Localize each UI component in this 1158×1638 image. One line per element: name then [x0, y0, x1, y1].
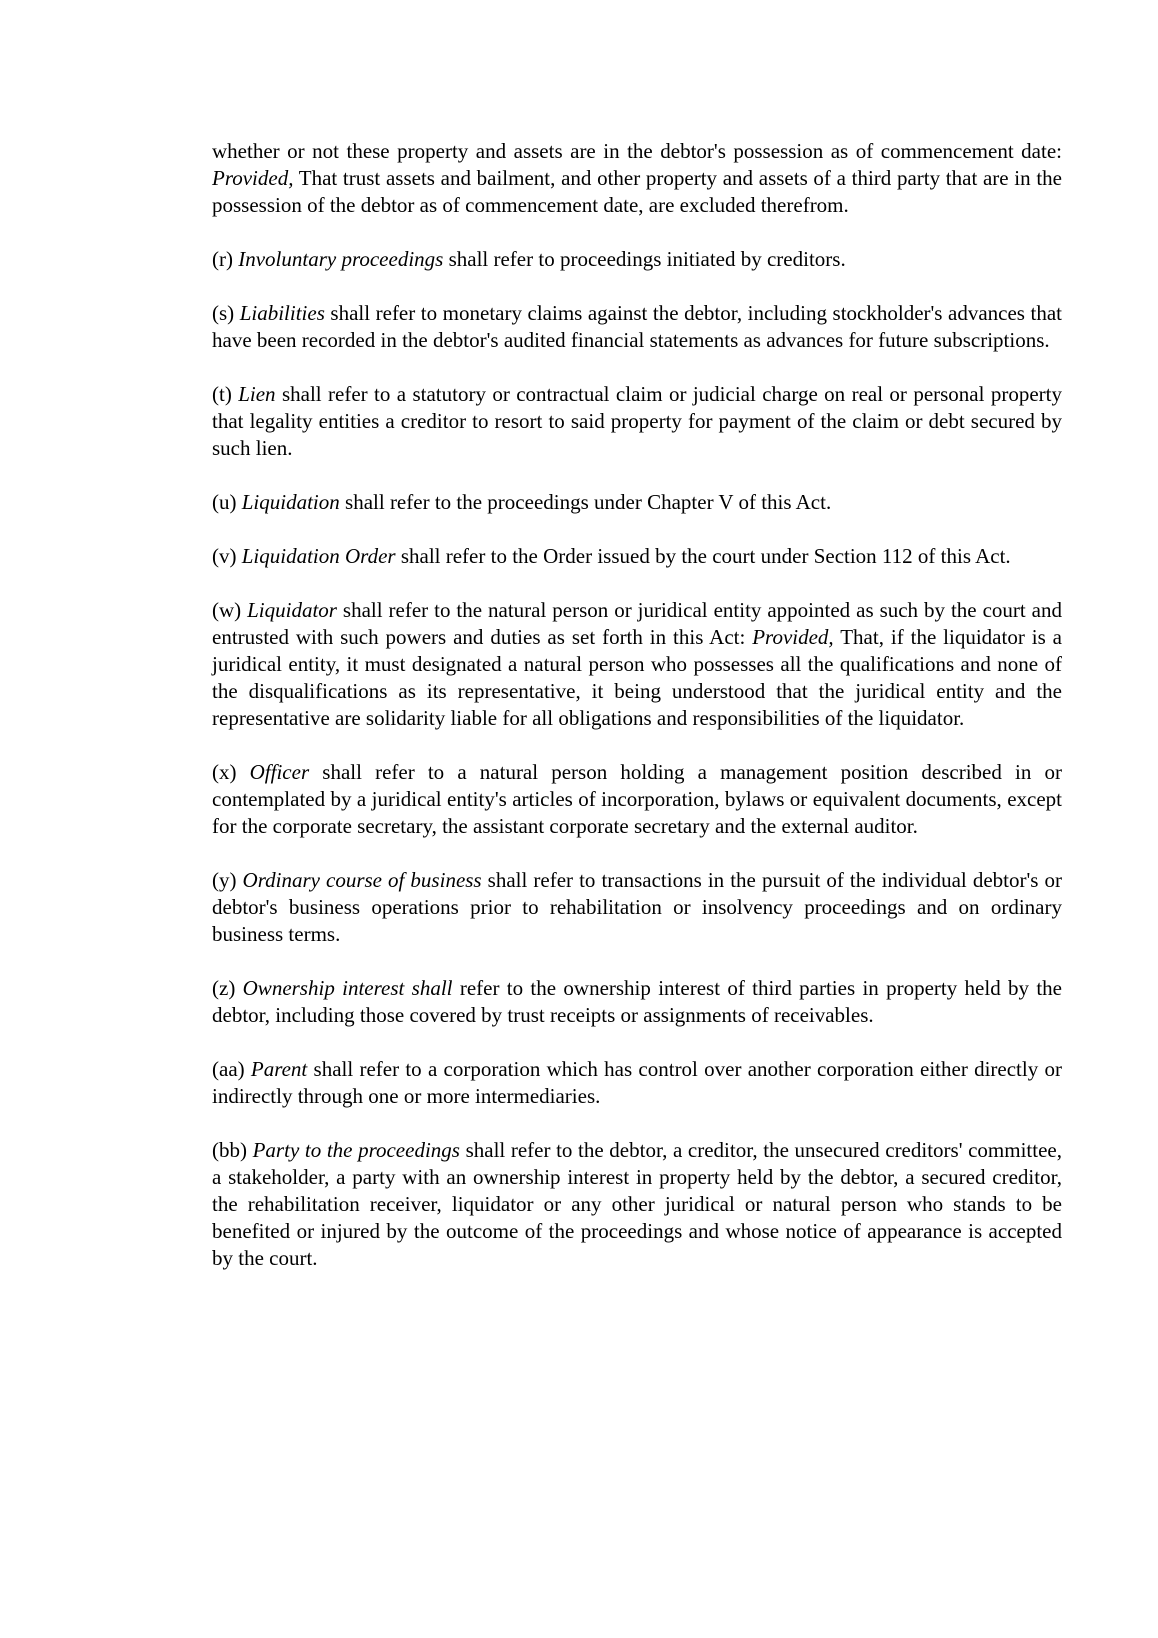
item-label: (y): [212, 868, 243, 892]
definition-text: shall refer to the debtor, a creditor, the unsecured creditors' committee, a stakeholder, a party with an ownership interest in property held by the debtor, a secured creditor, the rehabilitation receiver, liquidator or any other juridical or natural person who stands to be benefited or injured by the outcome of the proceedings and whose notice of appearance is accepted by the court.: [212, 1138, 1062, 1270]
defined-term: Liabilities: [239, 301, 325, 325]
item-label: (bb): [212, 1138, 253, 1162]
definition-text: shall refer to a natural person holding a management position described in or contemplated by a juridical entity's articles of incorporation, bylaws or equivalent documents, except for the corporate secretary, the assistant corporate secretary and the external auditor.: [212, 760, 1062, 838]
item-label: (aa): [212, 1057, 251, 1081]
defined-term: Liquidation Order: [241, 544, 396, 568]
item-label: (w): [212, 598, 248, 622]
definition-text: shall refer to a statutory or contractual claim or judicial charge on real or personal property that legality entities a creditor to resort to said property for payment of the claim or debt secured by such lien.: [212, 382, 1062, 460]
definition-text: shall refer to the Order issued by the court under Section 112 of this Act.: [395, 544, 1011, 568]
definition-text: That, if the liquidator is a juridical entity, it must designated a natural person who possesses all the qualifications and none of the disqualifications as its representative, it being understood that the juridical entity and the representative are solidarity liable for all obligations and responsibilities of the liquidator.: [212, 625, 1062, 730]
defined-term: Officer: [249, 760, 310, 784]
definition-text: shall refer to the proceedings under Chapter V of this Act.: [339, 490, 832, 514]
paragraph-text: whether or not these property and assets are in the debtor's possession as of commencement date:: [212, 139, 1062, 163]
paragraph-q-continued: [212, 138, 1062, 219]
proviso-word: Provided,: [212, 166, 294, 190]
definition-text: refer to the ownership interest of third parties in property held by the debtor, including those covered by trust receipts or assignments of receivables.: [212, 976, 1063, 1027]
definition-t: [212, 381, 1062, 462]
definition-text: shall refer to transactions in the pursuit of the individual debtor's or debtor's business operations prior to rehabilitation or insolvency proceedings and on ordinary business terms.: [212, 868, 1062, 946]
defined-term: Liquidation: [241, 490, 340, 514]
item-label: (x): [212, 760, 250, 784]
defined-term: Lien: [238, 382, 276, 406]
defined-term: Party to the proceedings: [252, 1138, 460, 1162]
definition-x: [212, 759, 1062, 840]
definition-w: [212, 597, 1062, 732]
definition-aa: [212, 1056, 1062, 1110]
document-page: [212, 138, 1062, 1299]
definition-r: [212, 246, 1062, 273]
definition-text: shall refer to monetary claims against the debtor, including stockholder's advances that have been recorded in the debtor's audited financial statements as advances for future subscriptions.: [212, 301, 1062, 352]
item-label: (r): [212, 247, 239, 271]
definition-s: [212, 300, 1062, 354]
definition-bb: [212, 1137, 1062, 1272]
item-label: (s): [212, 301, 240, 325]
definition-v: [212, 543, 1062, 570]
defined-term: Liquidator: [247, 598, 337, 622]
defined-term: Parent: [250, 1057, 308, 1081]
definition-z: [212, 975, 1062, 1029]
defined-term: Involuntary proceedings: [238, 247, 444, 271]
item-label: (z): [212, 976, 243, 1000]
definition-text: shall refer to a corporation which has control over another corporation either directly or indirectly through one or more intermediaries.: [212, 1057, 1062, 1108]
paragraph-text: That trust assets and bailment, and other property and assets of a third party that are in the possession of the debtor as of commencement date, are excluded therefrom.: [212, 166, 1062, 217]
defined-term: Ownership interest shall: [242, 976, 453, 1000]
proviso-word: Provided,: [752, 625, 834, 649]
definition-text: shall refer to the natural person or juridical entity appointed as such by the court and entrusted with such powers and duties as set forth in this Act:: [212, 598, 1062, 649]
item-label: (v): [212, 544, 242, 568]
definition-text: shall refer to proceedings initiated by creditors.: [443, 247, 846, 271]
definition-y: [212, 867, 1062, 948]
item-label: (t): [212, 382, 239, 406]
definition-u: [212, 489, 1062, 516]
item-label: (u): [212, 490, 242, 514]
defined-term: Ordinary course of business: [242, 868, 482, 892]
